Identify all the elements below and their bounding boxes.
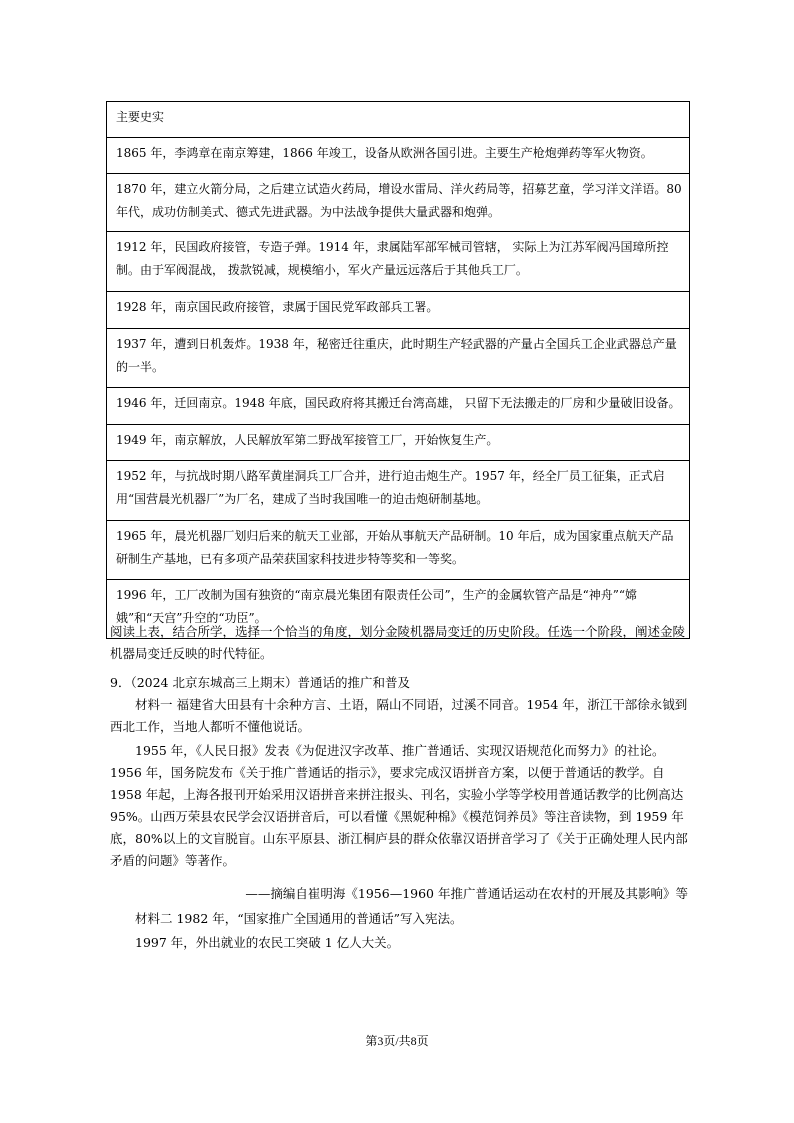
table-cell: 1965 年，晨光机器厂划归后来的航天工业部，开始从事航天产品研制。10 年后，成为国家重点航天产品研制生产基地，已有多项产品荣获国家科技进步特等奖和一等奖。 bbox=[107, 521, 690, 580]
table-cell: 1937 年，遭到日机轰炸。1938 年，秘密迁往重庆，此时期生产轻武器的产量占全国兵工企业武器总产量的一半。 bbox=[107, 329, 690, 388]
table-header-cell: 主要史实 bbox=[107, 102, 690, 138]
history-facts-table bbox=[106, 101, 690, 639]
table-row bbox=[107, 388, 690, 425]
table-row bbox=[107, 329, 690, 388]
table-cell: 1952 年，与抗战时期八路军黄崖洞兵工厂合并，进行迫击炮生产。1957 年，经全厂员工征集，正式启用“国营晨光机器厂”为厂名，建成了当时我国唯一的迫击炮研制基地。 bbox=[107, 461, 690, 521]
table-row bbox=[107, 521, 690, 580]
table-cell: 1928 年，南京国民政府接管，隶属于国民党军政部兵工署。 bbox=[107, 292, 690, 329]
material-2-intro: 材料二 1982 年，“国家推广全国通用的普通话”写入宪法。 bbox=[135, 911, 463, 926]
table-row bbox=[107, 138, 690, 174]
table-header-row bbox=[107, 102, 690, 138]
table-cell: 1912 年，民国政府接管，专造子弹。1914 年，隶属陆军部军械司管辖， 实际上为江苏军阀冯国璋所控制。由于军阀混战， 拨款锐减，规模缩小，军火产量远远落后于其他兵工厂。 bbox=[107, 232, 690, 292]
material-1-body: 1955 年，《人民日报》发表《为促进汉字改革、推广普通话、实现汉语规范化而努力》的社论。1956 年，国务院发布《关于推广普通话的指示》，要求完成汉语拼音方案，以便于普通话的教学。自 1958 年起，上海各报刊开始采用汉语拼音来拼注报头、刊名，实验小学等学校用普通话教学的比例高达 95%。山西万荣县农民学会汉语拼音后，可以看懂《黑妮种棉》《模范饲养员》等注音读物，到 1959 年底，80%以上的文盲脱盲。山东平原县、浙江桐庐县的群众依靠汉语拼音学习了《关于正确处理人民内部矛盾的问题》等著作。 bbox=[110, 743, 688, 868]
question-text: 阅读上表，结合所学，选择一个恰当的角度，划分金陵机器局变迁的历史阶段。任选一个阶段，阐述金陵机器局变迁反映的时代特征。 bbox=[110, 624, 686, 661]
material-2-body: 1997 年，外出就业的农民工突破 1 亿人大关。 bbox=[135, 935, 400, 950]
question-9-title: 9．（2024 北京东城高三上期末）普通话的推广和普及 bbox=[110, 675, 410, 690]
table-row bbox=[107, 461, 690, 521]
table-cell: 1949 年，南京解放，人民解放军第二野战军接管工厂，开始恢复生产。 bbox=[107, 425, 690, 461]
table-cell: 1946 年，迁回南京。1948 年底，国民政府将其搬迁台湾高雄， 只留下无法搬走的厂房和少量破旧设备。 bbox=[107, 388, 690, 425]
table-cell: 1870 年，建立火箭分局，之后建立试造火药局，增设水雷局、洋火药局等，招募艺童，学习洋文洋语。80 年代，成功仿制美式、德式先进武器。为中法战争提供大量武器和炮弹。 bbox=[107, 174, 690, 232]
table-cell: 1865 年，李鸿章在南京筹建，1866 年竣工，设备从欧洲各国引进。主要生产枪炮弹药等军火物资。 bbox=[107, 138, 690, 174]
table-row bbox=[107, 174, 690, 232]
table-row bbox=[107, 425, 690, 461]
page-number: 第3页/共8页 bbox=[365, 1034, 429, 1048]
table-cell: 1996 年，工厂改制为国有独资的“南京晨光集团有限责任公司”，生产的金属软管产品是“神舟”“嫦娥”和“天宫”升空的“功臣”。 bbox=[107, 580, 690, 639]
table-row bbox=[107, 232, 690, 292]
material-1-intro: 材料一 福建省大田县有十余种方言、土语，隔山不同语，过溪不同音。1954 年，浙江干部徐永钺到西北工作，当地人都听不懂他说话。 bbox=[110, 697, 688, 734]
material-1-source: ——摘编自崔明海《1956—1960 年推广普通话运动在农村的开展及其影响》等 bbox=[245, 886, 688, 901]
table-row bbox=[107, 292, 690, 329]
